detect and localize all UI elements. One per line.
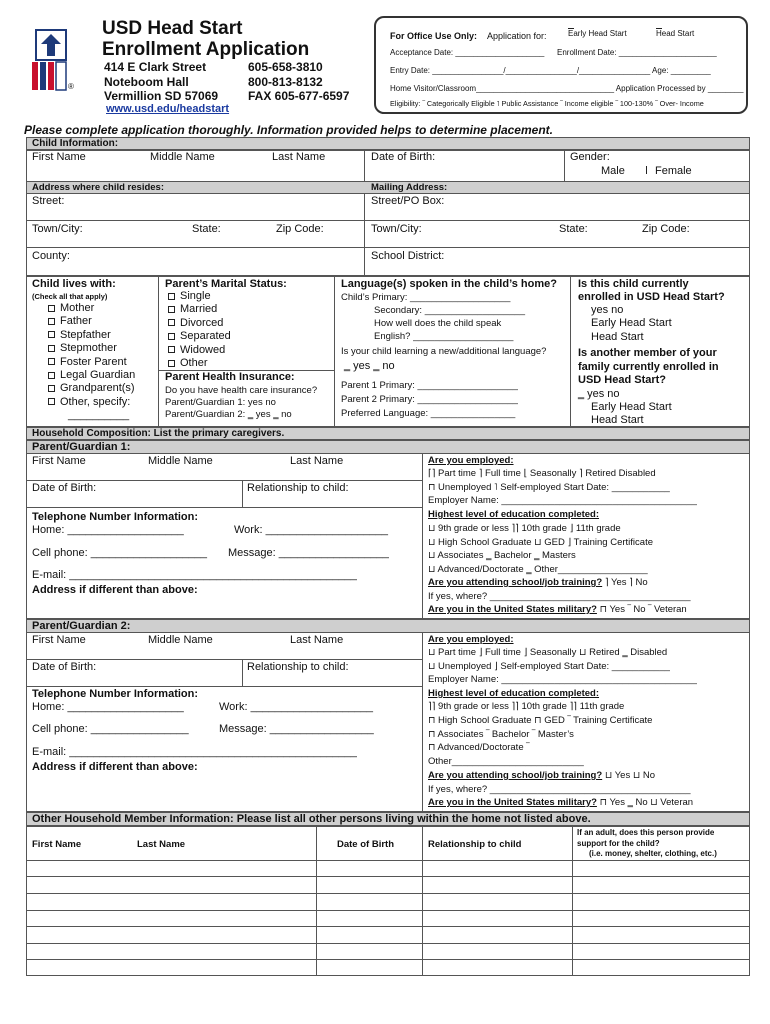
pg2-emp1[interactable]: ⊔ Part time ⌋ Full time ⌋ Seasonally ⊔ Retired ‗ Disabled <box>428 647 668 658</box>
pg1-work[interactable]: Work: ____________________ <box>234 524 388 536</box>
marital-divorced[interactable]: Divorced <box>168 317 231 330</box>
table-row[interactable] <box>26 959 750 960</box>
enrolled-q2b: family currently enrolled in <box>578 361 719 373</box>
pg1-first[interactable]: First Name <box>32 455 86 467</box>
office-acceptance: Acceptance Date: ____________________ <box>390 48 545 57</box>
lives-with-sub: (Check all that apply) <box>32 292 108 301</box>
pg1-military[interactable]: Are you in the United States military? ⊓ Yes ‾ No ‾ Veteran <box>428 604 687 615</box>
pg1-message[interactable]: Message: __________________ <box>228 547 389 559</box>
lang-preferred[interactable]: Preferred Language: ________________ <box>341 408 516 419</box>
lang-secondary[interactable]: Secondary: ___________________ <box>374 305 526 316</box>
pg1-cell[interactable]: Cell phone: ___________________ <box>32 547 207 559</box>
pg2-edu3[interactable]: ⊓ Associates ‾ Bachelor ‾ Master’s <box>428 729 574 740</box>
child-town[interactable]: Town/City: <box>32 223 83 235</box>
mailing-state[interactable]: State: <box>559 223 588 235</box>
pg1-edu2[interactable]: ⊔ High School Graduate ⊔ GED ⌋ Training Certificate <box>428 537 653 548</box>
pg2-relationship[interactable]: Relationship to child: <box>247 661 349 673</box>
table-row[interactable] <box>26 910 750 911</box>
pg2-dob[interactable]: Date of Birth: <box>32 661 97 673</box>
pg2-school[interactable]: Are you attending school/job training? ⊔ Yes ⊔ No <box>428 770 656 781</box>
pg1-employed: Are you employed: <box>428 455 514 466</box>
col-dob: Date of Birth <box>337 839 394 850</box>
marital-separated[interactable]: Separated <box>168 330 231 343</box>
pg1-school[interactable]: Are you attending school/job training? ⌉ Yes ⌉ No <box>428 577 648 588</box>
child-mailing-header: Mailing Address: <box>371 182 448 193</box>
insurance-pg1[interactable]: Parent/Guardian 1: yes no <box>165 397 276 408</box>
office-home-visitor: Home Visitor/Classroom_______________________________ Application Processed by ________ <box>390 84 744 93</box>
child-county[interactable]: County: <box>32 250 70 262</box>
col-last-name: Last Name <box>137 839 186 850</box>
address-block: 414 E Clark Street Noteboom Hall Vermillion SD 57069 <box>104 60 219 103</box>
pg2-first[interactable]: First Name <box>32 634 86 646</box>
usd-logo <box>30 28 78 94</box>
enrolled-q1a: Is this child currently <box>578 278 689 290</box>
pg2-home[interactable]: Home: ___________________ <box>32 701 184 713</box>
enrolled-hs2[interactable]: Head Start <box>591 414 644 426</box>
pg1-last[interactable]: Last Name <box>290 455 344 467</box>
child-dob[interactable]: Date of Birth: <box>371 151 436 163</box>
lives-stepmother[interactable]: Stepmother <box>48 342 135 355</box>
col-relationship: Relationship to child <box>428 839 522 850</box>
lang-speak: How well does the child speak <box>374 318 502 329</box>
pg1-relationship[interactable]: Relationship to child: <box>247 482 349 494</box>
lang-parent1[interactable]: Parent 1 Primary: ___________________ <box>341 380 518 391</box>
lives-grandparent[interactable]: Grandparent(s) <box>48 382 135 395</box>
pg2-edu-header: Highest level of education completed: <box>428 688 600 699</box>
pg1-address[interactable]: Address if different than above: <box>32 584 198 596</box>
pg2-work[interactable]: Work: ____________________ <box>219 701 373 713</box>
pg1-edu4[interactable]: ⊔ Advanced/Doctorate ‗ Other_________________ <box>428 564 648 575</box>
pg1-edu-header: Highest level of education completed: <box>428 509 600 520</box>
pg2-cell[interactable]: Cell phone: ________________ <box>32 723 189 735</box>
marital-other[interactable]: Other <box>168 357 231 370</box>
enrolled-yesno2[interactable]: ‗ yes no <box>578 388 620 400</box>
pg2-military[interactable]: Are you in the United States military? ⊓ Yes ‗ No ⊔ Veteran <box>428 797 694 808</box>
pg1-email[interactable]: E-mail: _______________________________________________ <box>32 569 357 581</box>
office-app-for: Application for: <box>487 31 547 41</box>
marital-widowed[interactable]: Widowed <box>168 344 231 357</box>
enrolled-ehs2[interactable]: Early Head Start <box>591 401 672 413</box>
lives-guardian[interactable]: Legal Guardian <box>48 369 135 382</box>
insurance-question: Do you have health care insurance? <box>165 385 318 396</box>
phone-block: 605-658-3810 800-813-8132 FAX 605-677-6597 <box>248 60 350 103</box>
enrolled-ehs1[interactable]: Early Head Start <box>591 317 672 329</box>
lang-learning-yesno[interactable]: ‗ yes ‗ no <box>344 360 395 372</box>
instructions: Please complete application thoroughly. Information provided helps to determine placement. <box>24 123 553 137</box>
household-header: Household Composition: List the primary caregivers. <box>26 427 750 440</box>
pg1-home[interactable]: Home: ___________________ <box>32 524 184 536</box>
office-entry: Entry Date: ________________/________________/________________ Age: _________ <box>390 66 711 75</box>
pg1-where[interactable]: If yes, where? ______________________________________ <box>428 591 691 602</box>
pg1-middle[interactable]: Middle Name <box>148 455 213 467</box>
child-street-po[interactable]: Street/PO Box: <box>371 195 445 207</box>
lang-english[interactable]: English? ___________________ <box>374 331 514 342</box>
enrolled-yesno1[interactable]: yes no <box>591 304 624 316</box>
pg1-emp1[interactable]: ⌈⌉ Part time ⌉ Full time ⌊ Seasonally ⌉ Retired Disabled <box>428 468 656 479</box>
child-school-district[interactable]: School District: <box>371 250 445 262</box>
office-head-start: Head Start <box>656 29 695 38</box>
pg2-edu2[interactable]: ⊓ High School Graduate ⊓ GED ‾ Training Certificate <box>428 715 653 726</box>
lang-learning: Is your child learning a new/additional language? <box>341 346 547 357</box>
page-title: USD Head Start Enrollment Application <box>102 18 310 60</box>
lives-stepfather[interactable]: Stepfather <box>48 329 135 342</box>
child-state[interactable]: State: <box>192 223 221 235</box>
enrolled-hs1[interactable]: Head Start <box>591 331 644 343</box>
child-gender: Gender: <box>570 151 610 163</box>
marital-title: Parent’s Marital Status: <box>165 278 287 290</box>
pg2-employer[interactable]: Employer Name: _____________________________________ <box>428 674 697 685</box>
pg2-tel-header: Telephone Number Information: <box>32 688 199 700</box>
lives-mother[interactable]: Mother <box>48 302 135 315</box>
pg2-middle[interactable]: Middle Name <box>148 634 213 646</box>
table-row[interactable] <box>26 876 750 877</box>
child-zip[interactable]: Zip Code: <box>276 223 324 235</box>
office-early-head-start: Early Head Start <box>568 29 627 38</box>
lives-with-title: Child lives with: <box>32 278 116 290</box>
child-first-name[interactable]: First Name <box>32 151 86 163</box>
lives-father[interactable]: Father <box>48 315 135 328</box>
enrolled-q2a: Is another member of your <box>578 347 717 359</box>
office-label: For Office Use Only: <box>390 31 478 41</box>
pg1-dob[interactable]: Date of Birth: <box>32 482 97 494</box>
insurance-title: Parent Health Insurance: <box>165 371 295 383</box>
enrolled-q2c: USD Head Start? <box>578 374 667 386</box>
marital-married[interactable]: Married <box>168 303 231 316</box>
pg2-where[interactable]: If yes, where? ______________________________________ <box>428 784 691 795</box>
pg1-employer[interactable]: Employer Name: _____________________________________ <box>428 495 697 506</box>
gender-male[interactable]: Male <box>601 165 625 177</box>
enrolled-q1b: enrolled in USD Head Start? <box>578 291 725 303</box>
col-adult-support: If an adult, does this person provide support for the child? (i.e. money, shelter, clothing, etc.) <box>577 828 717 858</box>
pg2-emp2[interactable]: ⊔ Unemployed ⌋ Self-employed Start Date: ___________ <box>428 661 670 672</box>
office-enrollment: Enrollment Date: ______________________ <box>557 48 717 57</box>
marital-list <box>168 290 231 370</box>
col-first-name: First Name <box>32 839 82 850</box>
child-address-header: Address where child resides: <box>32 182 164 193</box>
pg2-header: Parent/Guardian 2: <box>32 620 131 632</box>
lives-other[interactable]: Other, specify: <box>48 396 135 409</box>
gender-female[interactable]: Female <box>646 165 692 177</box>
pg1-emp2[interactable]: ⊓ Unemployed ˥ Self-employed Start Date: ___________ <box>428 482 670 493</box>
lives-foster[interactable]: Foster Parent <box>48 356 135 369</box>
table-row[interactable] <box>26 893 750 894</box>
pg1-edu3[interactable]: ⊔ Associates ‗ Bachelor ‗ Masters <box>428 550 576 561</box>
office-eligibility: Eligibility: ‾ Categorically Eligible ˥ Public Assistance ‾ Income eligible ‾ 100-130% ‾ Over- Income <box>390 99 704 108</box>
website-link[interactable]: www.usd.edu/headstart <box>106 103 230 115</box>
pg1-header: Parent/Guardian 1: <box>32 441 131 453</box>
pg2-message[interactable]: Message: _________________ <box>219 723 374 735</box>
table-row[interactable] <box>26 943 750 944</box>
pg2-edu4[interactable]: ⊓ Advanced/Doctorate ‾ <box>428 742 530 753</box>
lang-child-primary[interactable]: Child’s Primary: ___________________ <box>341 292 511 303</box>
child-street[interactable]: Street: <box>32 195 65 207</box>
pg1-tel-header: Telephone Number Information: <box>32 511 199 523</box>
pg2-address[interactable]: Address if different than above: <box>32 761 198 773</box>
other-members-header: Other Household Member Information: Please list all other persons living within the home not listed above. <box>26 812 750 826</box>
pg2-email[interactable]: E-mail: _______________________________________________ <box>32 746 357 758</box>
registered-mark: ® <box>68 82 74 91</box>
marital-single[interactable]: Single <box>168 290 231 303</box>
lang-parent2[interactable]: Parent 2 Primary: ___________________ <box>341 394 518 405</box>
mailing-town[interactable]: Town/City: <box>371 223 422 235</box>
pg2-other[interactable]: Other_________________________ <box>428 756 584 767</box>
pg2-employed: Are you employed: <box>428 634 514 645</box>
lives-other-blank[interactable]: __________ <box>68 409 130 422</box>
lives-with-list <box>48 302 135 423</box>
child-last-name[interactable]: Last Name <box>272 151 326 163</box>
pg2-last[interactable]: Last Name <box>290 634 344 646</box>
pg1-edu1[interactable]: ⊔ 9th grade or less ⌉⌉ 10th grade ⌋ 11th grade <box>428 523 621 534</box>
table-row[interactable] <box>26 926 750 927</box>
mailing-zip[interactable]: Zip Code: <box>642 223 690 235</box>
insurance-pg2[interactable]: Parent/Guardian 2: ‗ yes ‗ no <box>165 409 292 420</box>
child-middle-name[interactable]: Middle Name <box>150 151 215 163</box>
pg2-edu1[interactable]: ⌉⌉ 9th grade or less ⌉⌉ 10th grade ⌉⌉ 11th grade <box>428 701 625 712</box>
child-info-header: Child Information: <box>26 137 750 150</box>
language-title: Language(s) spoken in the child’s home? <box>341 278 557 290</box>
